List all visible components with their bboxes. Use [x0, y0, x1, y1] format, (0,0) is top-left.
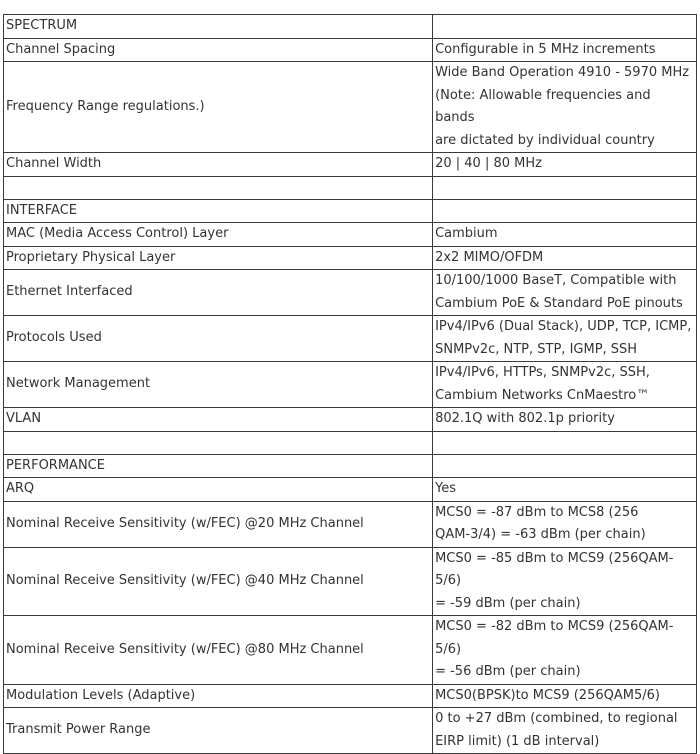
row-value: IPv4/IPv6 (Dual Stack), UDP, TCP, ICMP, SNMPv2c, NTP, STP, IGMP, SSH	[433, 316, 697, 362]
row-value: 2x2 MIMO/OFDM	[433, 246, 697, 270]
table-row	[4, 246, 697, 270]
table-row	[4, 408, 697, 432]
row-value: Cambium	[433, 223, 697, 247]
row-label: MAC (Media Access Control) Layer	[4, 223, 433, 247]
row-value: 802.1Q with 802.1p priority	[433, 408, 697, 432]
table-row	[4, 362, 697, 408]
row-value	[433, 431, 697, 454]
table-row	[4, 223, 697, 247]
row-value: MCS0 = -87 dBm to MCS8 (256 QAM-3/4) = -63 dBm (per chain)	[433, 501, 697, 547]
table-row	[4, 616, 697, 685]
section-row-spectrum	[4, 15, 697, 39]
table-row	[4, 62, 697, 153]
table-row	[4, 547, 697, 616]
row-label: Ethernet Interfaced	[4, 270, 433, 316]
row-label	[4, 431, 433, 454]
table-row	[4, 708, 697, 754]
table-row	[4, 478, 697, 502]
row-value: 10/100/1000 BaseT, Compatible with Cambium PoE & Standard PoE pinouts	[433, 270, 697, 316]
row-value	[433, 176, 697, 199]
row-value: 0 to +27 dBm (combined, to regional EIRP limit) (1 dB interval)	[433, 708, 697, 754]
row-label: ARQ	[4, 478, 433, 502]
row-label: INTERFACE	[4, 199, 433, 223]
row-value: Wide Band Operation 4910 - 5970 MHz (Note: Allowable frequencies and bands are dictated by individual country	[433, 62, 697, 153]
row-value	[433, 199, 697, 223]
row-value: Yes	[433, 478, 697, 502]
row-label: VLAN	[4, 408, 433, 432]
row-value: Configurable in 5 MHz increments	[433, 38, 697, 62]
row-value: MCS0 = -82 dBm to MCS9 (256QAM-5/6) = -56 dBm (per chain)	[433, 616, 697, 685]
spec-table	[3, 14, 697, 754]
table-row	[4, 501, 697, 547]
row-label: Nominal Receive Sensitivity (w/FEC) @20 MHz Channel	[4, 501, 433, 547]
row-label: Channel Spacing	[4, 38, 433, 62]
row-label: SPECTRUM	[4, 15, 433, 39]
row-value: 20 | 40 | 80 MHz	[433, 153, 697, 177]
spacer-row	[4, 431, 697, 454]
row-label: Frequency Range regulations.)	[4, 62, 433, 153]
row-label: Network Management	[4, 362, 433, 408]
row-label: PERFORMANCE	[4, 454, 433, 478]
section-row-performance	[4, 454, 697, 478]
row-label: Transmit Power Range	[4, 708, 433, 754]
row-value: MCS0 = -85 dBm to MCS9 (256QAM-5/6) = -59 dBm (per chain)	[433, 547, 697, 616]
row-label: Nominal Receive Sensitivity (w/FEC) @40 MHz Channel	[4, 547, 433, 616]
row-label	[4, 176, 433, 199]
row-value: IPv4/IPv6, HTTPs, SNMPv2c, SSH, Cambium Networks CnMaestro™	[433, 362, 697, 408]
section-row-interface	[4, 199, 697, 223]
table-row	[4, 38, 697, 62]
table-row	[4, 153, 697, 177]
row-label: Modulation Levels (Adaptive)	[4, 684, 433, 708]
row-label: Proprietary Physical Layer	[4, 246, 433, 270]
table-row	[4, 684, 697, 708]
table-row	[4, 270, 697, 316]
table-row	[4, 316, 697, 362]
spacer-row	[4, 176, 697, 199]
row-value	[433, 454, 697, 478]
row-value	[433, 15, 697, 39]
row-value: MCS0(BPSK)to MCS9 (256QAM5/6)	[433, 684, 697, 708]
row-label: Channel Width	[4, 153, 433, 177]
row-label: Nominal Receive Sensitivity (w/FEC) @80 MHz Channel	[4, 616, 433, 685]
row-label: Protocols Used	[4, 316, 433, 362]
